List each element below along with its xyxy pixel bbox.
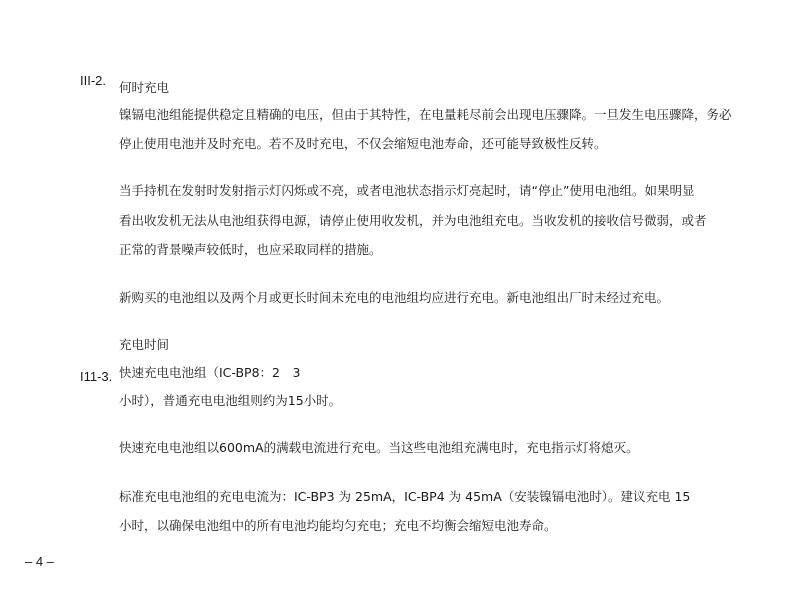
paragraph-line: 停止使用电池并及时充电。若不及时充电，不仅会缩短电池寿命，还可能导致极性反转。 <box>119 136 607 151</box>
section-number-iii-3: I11-3. <box>80 369 113 384</box>
paragraph-line: 标准充电电池组的充电电流为：IC-BP3 为 25mA，IC-BP4 为 45mA（安装镍镉电池时）。建议充电 15 <box>119 489 691 504</box>
paragraph-line: 新购买的电池组以及两个月或更长时间未充电的电池组均应进行充电。新电池组出厂时未经过充电。 <box>119 290 670 305</box>
paragraph-line: 快速充电电池组以600mA的满载电流进行充电。当这些电池组充满电时，充电指示灯将熄灭。 <box>119 440 639 455</box>
paragraph-line: 当手持机在发射时发射指示灯闪烁或不亮，或者电池状态指示灯亮起时，请“停止”使用电池组。如果明显 <box>119 183 695 198</box>
section-title-when-to-charge: 何时充电 <box>119 80 170 95</box>
section-heading-charging-time: 充电时间 <box>119 337 170 352</box>
section-number-iii-2: III-2. <box>80 73 107 88</box>
paragraph-line: 镍镉电池组能提供稳定且精确的电压，但由于其特性，在电量耗尽前会出现电压骤降。一旦发生电压骤降，务必 <box>119 107 732 122</box>
paragraph-line: 小时），普通充电电池组则约为15小时。 <box>119 393 342 408</box>
paragraph-line: 看出收发机无法从电池组获得电源，请停止使用收发机，并为电池组充电。当收发机的接收信号微弱，或者 <box>119 213 707 228</box>
paragraph-line: 快速充电电池组（IC-BP8：2 3 <box>119 365 301 380</box>
page-number: – 4 – <box>25 554 54 569</box>
paragraph-line: 正常的背景噪声较低时，也应采取同样的措施。 <box>119 242 382 257</box>
paragraph-line: 小时，以确保电池组中的所有电池均能均匀充电；充电不均衡会缩短电池寿命。 <box>119 518 557 533</box>
